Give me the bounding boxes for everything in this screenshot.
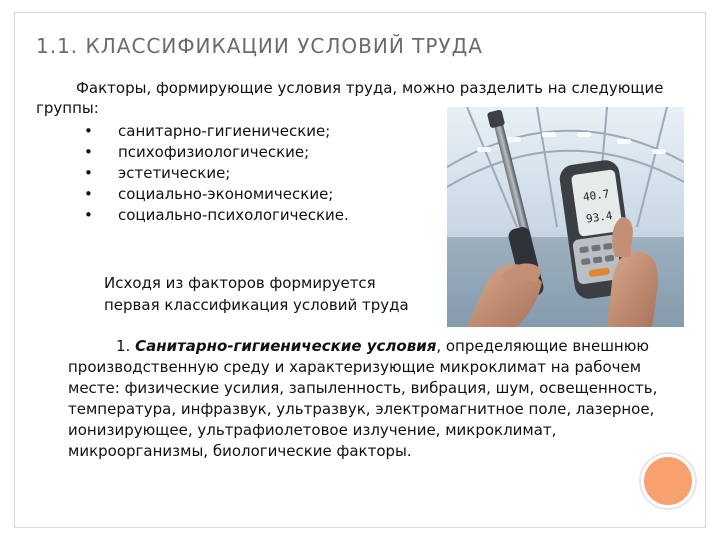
frame-line-right: [705, 12, 706, 528]
bullet-icon: •: [84, 206, 93, 224]
slide-title: 1.1. КЛАССИФИКАЦИИ УСЛОВИЙ ТРУДА: [36, 34, 483, 58]
paragraph-number: 1.: [116, 337, 131, 355]
frame-line-bottom: [14, 527, 706, 528]
decorative-circle: [641, 454, 695, 508]
list-item: [84, 142, 349, 163]
intro-text: Факторы, формирующие условия труда, можно разделить на следующие группы:: [36, 79, 664, 117]
lead-line-2: первая классификация условий труда: [104, 296, 409, 314]
list-item-text: эстетические;: [118, 164, 231, 182]
measuring-device-photo: [447, 107, 684, 327]
list-item: [84, 184, 349, 205]
list-item-text: социально-психологические.: [118, 206, 349, 224]
list-item: [84, 163, 349, 184]
frame-line-left: [14, 12, 15, 528]
bullet-icon: •: [84, 143, 93, 161]
lead-line-1: Исходя из факторов формируется: [104, 274, 376, 292]
lead-text: [104, 272, 409, 316]
bullet-icon: •: [84, 122, 93, 140]
classification-paragraph: [68, 336, 668, 462]
device-illustration: [447, 107, 684, 327]
bullet-icon: •: [84, 164, 93, 182]
list-item-text: санитарно-гигиенические;: [118, 122, 331, 140]
list-item-text: психофизиологические;: [118, 143, 310, 161]
list-item: [84, 205, 349, 226]
meter-readout-2: 93.4: [585, 209, 614, 226]
list-item-text: социально-экономические;: [118, 185, 334, 203]
bullet-icon: •: [84, 185, 93, 203]
paragraph-heading: Санитарно-гигиенические условия: [135, 337, 437, 355]
meter-readout-1: 40.7: [582, 187, 611, 204]
list-item: [84, 121, 349, 142]
paragraph-text: , определяющие внешнюю производственную среду и характеризующие микроклимат на рабочем месте: физические усилия, запыленность, вибрация, шум, освещенность, температура, инфразвук, ультразвук, электромагнитное поле, лазерное, ионизирующее, ультрафиолетовое излучение, микроклимат, микроорганизмы, биологические факторы.: [68, 337, 658, 460]
factor-list: [84, 121, 349, 226]
frame-line-top: [14, 12, 706, 13]
